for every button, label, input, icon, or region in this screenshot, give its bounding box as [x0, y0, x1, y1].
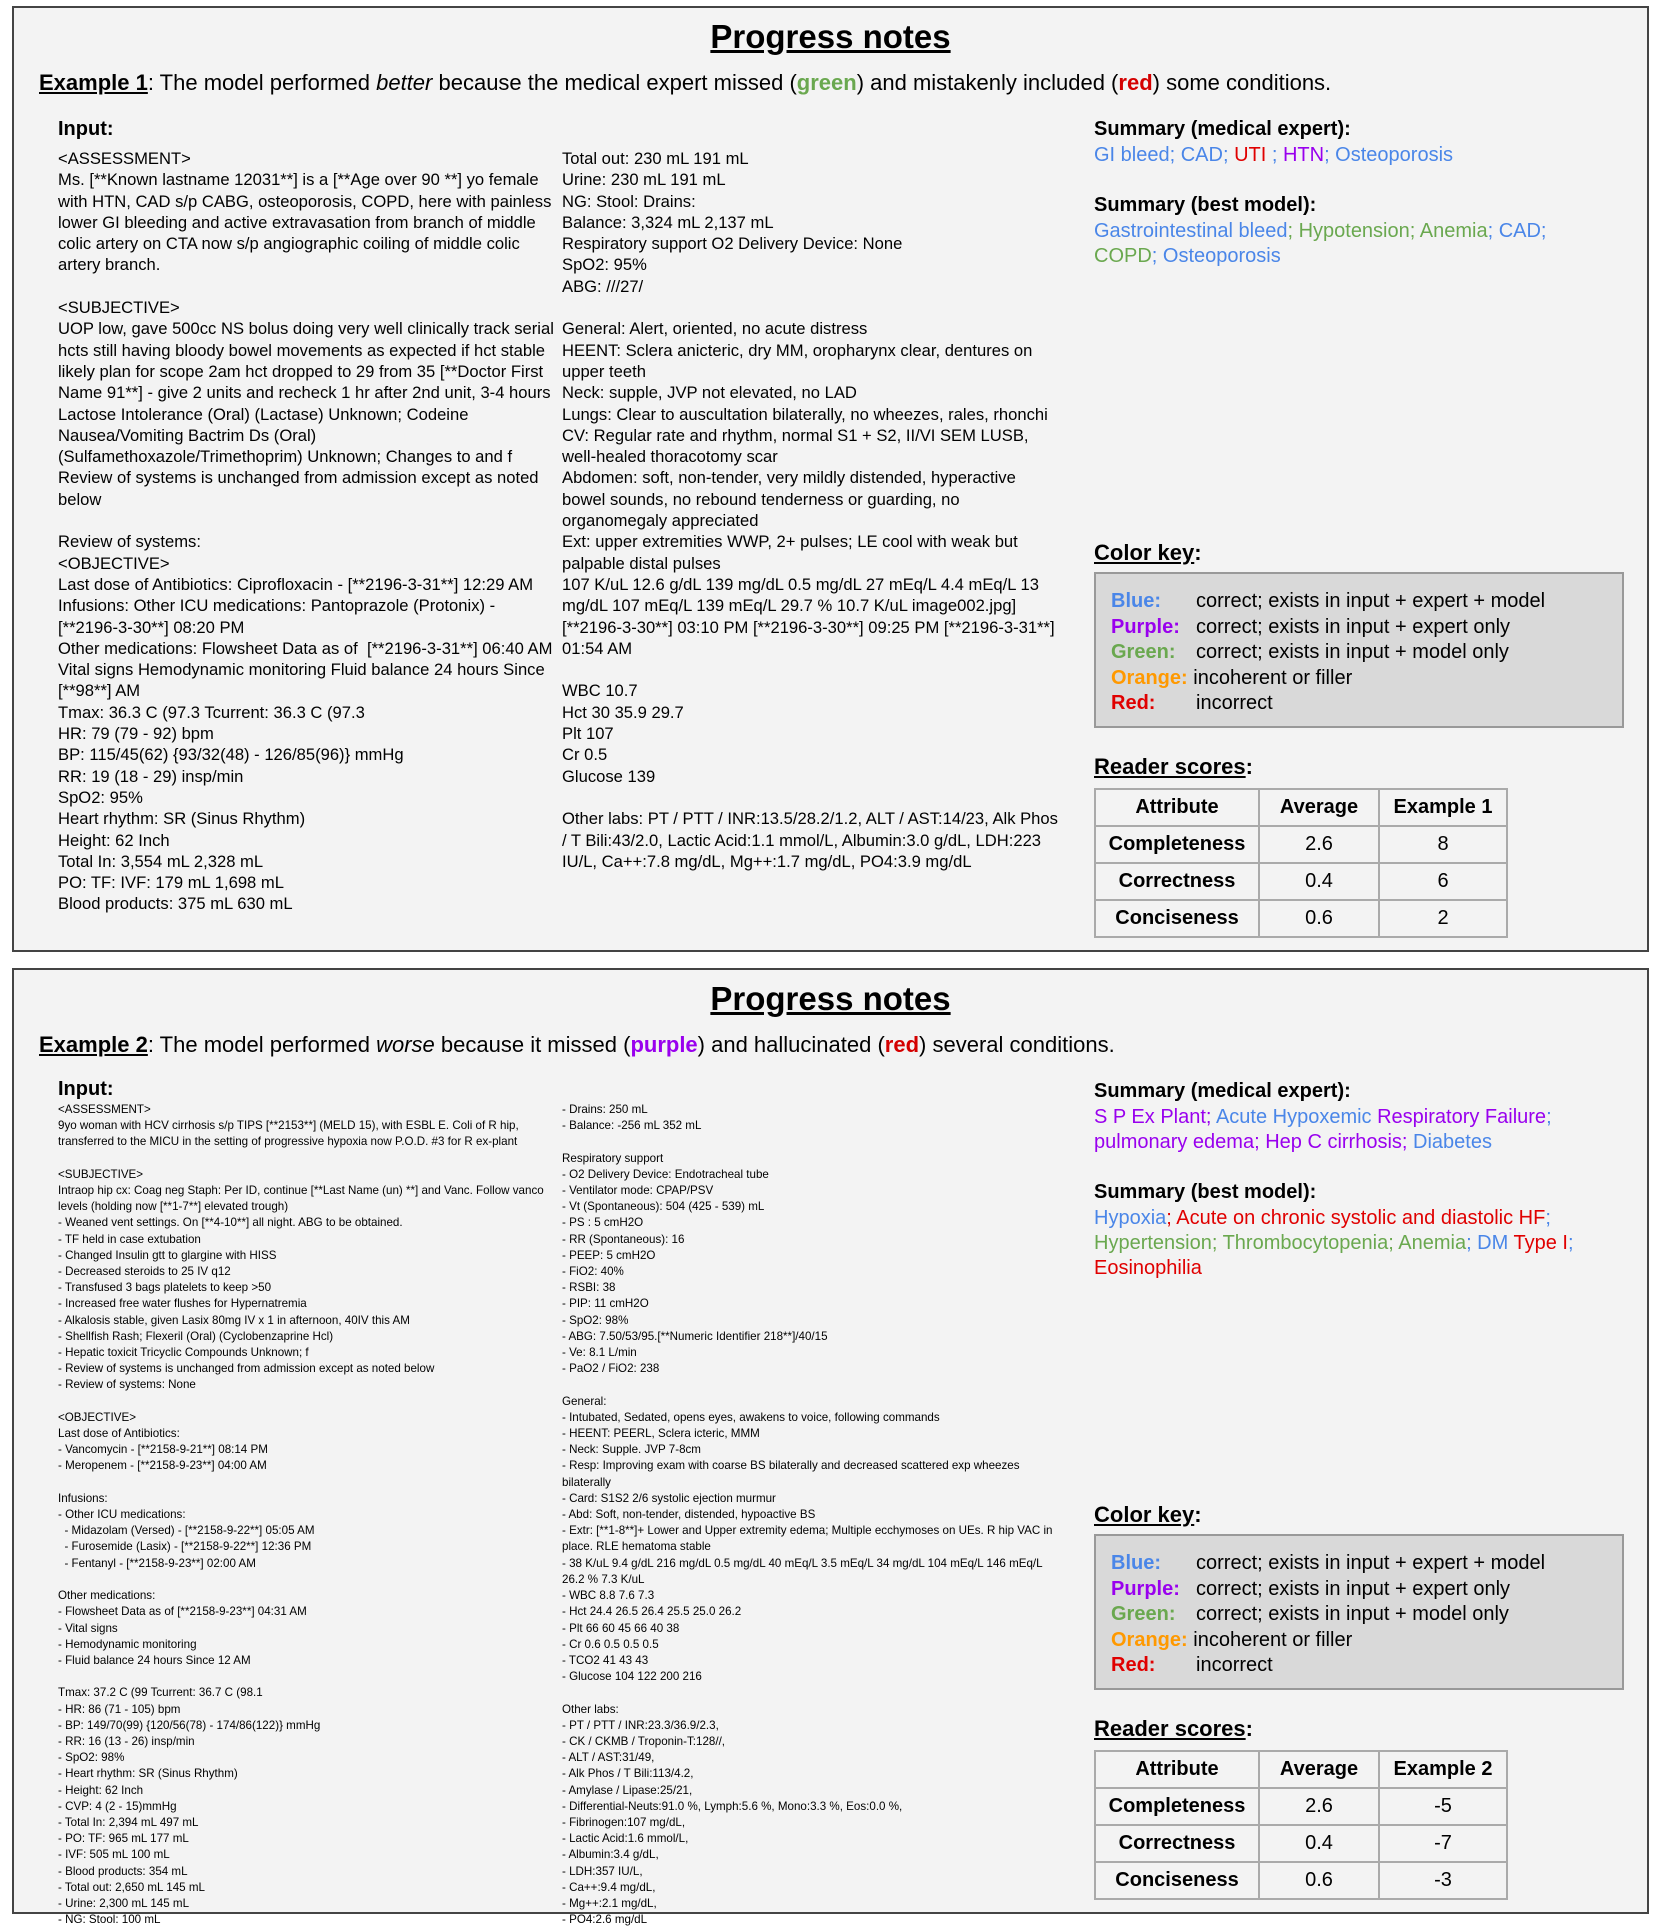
panel-caption: [39, 70, 1331, 96]
color-key-row: [1111, 1653, 1622, 1679]
caption-performance: worse: [376, 1032, 435, 1057]
key-name-text: Purple: [1111, 615, 1174, 638]
summary-model: [1094, 1206, 1614, 1281]
summary-term: Hypoxia: [1094, 1207, 1167, 1229]
table-cell: Conciseness: [1095, 900, 1259, 937]
caption-color-2: red: [884, 1032, 920, 1057]
example-2-panel: [12, 968, 1649, 1927]
key-name: Green:: [1111, 1603, 1176, 1625]
table-row: [1095, 826, 1507, 863]
table-cell: -5: [1379, 1788, 1507, 1825]
caption-text: : The model performed: [147, 70, 377, 95]
key-desc: incorrect: [1196, 1654, 1273, 1676]
table-row: [1095, 1825, 1507, 1862]
caption-example: Example 1: [39, 70, 148, 95]
summary-term: ; Osteoporosis: [1324, 144, 1454, 166]
caption-text: ) and mistakenly included (: [856, 70, 1119, 95]
panel-caption: [39, 1032, 1115, 1058]
input-text-column-1: <ASSESSMENT> 9yo woman with HCV cirrhosis s/p TIPS [**2153**] (MELD 15), with ESBL E. Coli of R hip, transferred to the MICU in the setting of progressive hypoxia now P.O.D. #3 for R ex-plant <SUBJECTIVE> Intraop hip cx: Coag neg Staph: Per ID, continue [**Last Name (un) **] and Vanc. Follow vanco levels (holding now [**1-7**] elevated trough) - Weaned vent settings. On [**4-10**] all night. ABG to be obtained. - TF held in case extubation - Changed Insulin gtt to glargine with HISS - Decreased steroids to 25 IV q12 - Transfused 3 bags platelets to keep >50 - Increased free water flushes for Hypernatremia - Alkalosis stable, given Lasix 80mg IV x 1 in afternoon, 40IV this AM - Shellfish Rash; Flexeril (Oral) (Cyclobenzaprine Hcl) - Hepatic toxicit Tricyclic Compounds Unknown; f - Review of systems is unchanged from admission except as noted below - Review of systems: None <OBJECTIVE> Last dose of Antibiotics: - Vancomycin - [**2158-9-21**] 08:14 PM - Meropenem - [**2158-9-23**] 04:00 AM Infusions: - Other ICU medications: - Midazolam (Versed) - [**2158-9-22**] 05:05 AM - Furosemide (Lasix) - [**2158-9-22**] 12:36 PM - Fentanyl - [**2158-9-23**] 02:00 AM Other medications: - Flowsheet Data as of [**2158-9-23**] 04:31 AM - Vital signs - Hemodynamic monitoring - Fluid balance 24 hours Since 12 AM Tmax: 37.2 C (99 Tcurrent: 36.7 C (98.1 - HR: 86 (71 - 105) bpm - BP: 149/70(99) {120/56(78) - 174/86(122)} mmHg - RR: 16 (13 - 26) insp/min - SpO2: 98% - Heart rhythm: SR (Sinus Rhythm) - Height: 62 Inch - CVP: 4 (2 - 15)mmHg - Total In: 2,394 mL 497 mL - PO: TF: 965 mL 177 mL - IVF: 505 mL 100 mL - Blood products: 354 mL - Total out: 2,650 mL 145 mL - Urine: 2,300 mL 145 mL - NG: Stool: 100 mL: [58, 1103, 544, 1927]
table-header: Attribute: [1095, 789, 1259, 826]
input-label: Input:: [58, 118, 114, 140]
key-name: Green:: [1111, 641, 1176, 663]
color-key-row: [1111, 666, 1622, 692]
summary-term: ; CAD;: [1487, 220, 1547, 242]
key-name-text: Blue: [1111, 590, 1155, 612]
key-name-text: Green: [1111, 1603, 1169, 1625]
summary-term: pulmonary edema; Hep C cirrhosis;: [1094, 1131, 1408, 1153]
table-header: Attribute: [1095, 1751, 1259, 1788]
key-name: Red:: [1111, 1654, 1156, 1676]
caption-color-2: red: [1118, 70, 1153, 95]
color-key-label: Color key:: [1094, 540, 1202, 565]
caption-text: ) some conditions.: [1152, 70, 1332, 95]
panel-title: Progress notes: [710, 18, 951, 55]
panel-title: Progress notes: [710, 980, 951, 1017]
table-cell: 0.4: [1259, 863, 1379, 900]
summary-expert: [1094, 143, 1614, 168]
caption-text: because the medical expert missed (: [432, 70, 797, 95]
table-cell: 2.6: [1259, 1788, 1379, 1825]
key-name: Red:: [1111, 692, 1156, 714]
example-1-panel: [12, 6, 1649, 952]
summary-term: ;: [1545, 1207, 1551, 1229]
color-key-box: [1094, 1534, 1624, 1690]
reader-scores-label: Reader scores:: [1094, 754, 1253, 779]
table-cell: 6: [1379, 863, 1507, 900]
reader-scores-label-text: Reader scores: [1094, 754, 1246, 779]
summary-term: Diabetes: [1407, 1131, 1492, 1153]
summary-term: Hypertension; Thrombocytopenia; Anemia: [1094, 1232, 1467, 1254]
table-row: [1095, 900, 1507, 937]
table-cell: 8: [1379, 826, 1507, 863]
key-name-text: Red: [1111, 1654, 1149, 1676]
summary-term: Acute Hypoxemic: [1211, 1106, 1378, 1128]
color-key-label-text: Color key: [1094, 1502, 1195, 1527]
summary-expert: [1094, 1105, 1614, 1155]
summary-model: [1094, 219, 1614, 269]
key-desc: correct; exists in input + expert + model: [1196, 590, 1546, 612]
key-name: Blue:: [1111, 1552, 1162, 1574]
key-name-text: Blue: [1111, 1552, 1155, 1574]
color-key-row: [1111, 691, 1622, 717]
key-name: Purple:: [1111, 615, 1180, 638]
color-key-box: [1094, 572, 1624, 728]
color-key-row: [1111, 615, 1622, 641]
key-name-text: Orange: [1111, 1628, 1182, 1651]
table-cell: 0.6: [1259, 900, 1379, 937]
key-name-text: Red: [1111, 692, 1149, 714]
key-name-text: Green: [1111, 641, 1169, 663]
summary-expert-label: Summary (medical expert):: [1094, 1080, 1351, 1102]
caption-text: : The model performed: [147, 1032, 377, 1057]
key-desc: correct; exists in input + expert only: [1196, 1577, 1511, 1600]
table-cell: 2.6: [1259, 826, 1379, 863]
table-cell: Correctness: [1095, 863, 1259, 900]
table-cell: Correctness: [1095, 1825, 1259, 1862]
table-header: Example 2: [1379, 1751, 1507, 1788]
summary-term: ;: [1266, 144, 1283, 166]
summary-model-label: Summary (best model):: [1094, 1181, 1317, 1203]
caption-color-1: purple: [630, 1032, 698, 1057]
summary-term: COPD: [1094, 245, 1152, 267]
key-name: Blue:: [1111, 590, 1162, 612]
caption-performance: better: [376, 70, 433, 95]
table-cell: -3: [1379, 1862, 1507, 1899]
table-cell: Conciseness: [1095, 1862, 1259, 1899]
table-cell: -7: [1379, 1825, 1507, 1862]
color-key-row: [1111, 1628, 1622, 1654]
summary-term: S P Ex Plant;: [1094, 1106, 1212, 1128]
key-desc: incorrect: [1196, 692, 1273, 714]
key-desc: incoherent or filler: [1193, 666, 1353, 689]
summary-term: ;: [1546, 1106, 1552, 1128]
table-header-row: [1095, 789, 1507, 826]
table-cell: Completeness: [1095, 826, 1259, 863]
summary-term: Eosinophilia: [1094, 1257, 1202, 1279]
table-header: Average: [1259, 789, 1379, 826]
reader-scores-label-text: Reader scores: [1094, 1716, 1246, 1741]
table-header: Average: [1259, 1751, 1379, 1788]
key-desc: correct; exists in input + model only: [1196, 641, 1509, 663]
color-key-row: [1111, 1602, 1622, 1628]
table-row: [1095, 863, 1507, 900]
table-row: [1095, 1788, 1507, 1825]
summary-term: ; Osteoporosis: [1151, 245, 1281, 267]
caption-text: because it missed (: [434, 1032, 631, 1057]
key-desc: correct; exists in input + expert only: [1196, 615, 1511, 638]
table-cell: 2: [1379, 900, 1507, 937]
key-name: Orange:: [1111, 1628, 1188, 1651]
reader-scores-table: [1094, 1750, 1508, 1900]
summary-term: ;: [1567, 1232, 1574, 1254]
summary-term: ; DM: [1466, 1232, 1514, 1254]
color-key-row: [1111, 1551, 1622, 1577]
caption-text: ) and hallucinated (: [697, 1032, 885, 1057]
reader-scores-table: [1094, 788, 1508, 938]
summary-term: ; Hypotension; Anemia: [1287, 220, 1488, 242]
summary-term: Type I: [1513, 1232, 1568, 1254]
input-text-column-2: Total out: 230 mL 191 mL Urine: 230 mL 191 mL NG: Stool: Drains: Balance: 3,324 mL 2,137 mL Respiratory support O2 Delivery Device: None SpO2: 95% ABG: ///27/ General: Alert, oriented, no acute distress HEENT: Sclera anicteric, dry MM, oropharynx clear, dentures on upper teeth Neck: supple, JVP not elevated, no LAD Lungs: Clear to auscultation bilaterally, no wheezes, rales, rhonchi CV: Regular rate and rhythm, normal S1 + S2, II/VI SEM LUSB, well-healed thoracotomy scar Abdomen: soft, non-tender, very mildly distended, hyperactive bowel sounds, no rebound tenderness or guarding, no organomegaly appreciated Ext: upper extremities WWP, 2+ pulses; LE cool with weak but palpable distal pulses 107 K/uL 12.6 g/dL 139 mg/dL 0.5 mg/dL 27 mEq/L 4.4 mEq/L 13 mg/dL 107 mEq/L 139 mEq/L 29.7 % 10.7 K/uL image002.jpg] [**2196-3-30**] 03:10 PM [**2196-3-30**] 09:25 PM [**2196-3-31**] 01:54 AM WBC 10.7 Hct 30 35.9 29.7 Plt 107 Cr 0.5 Glucose 139 Other labs: PT / PTT / INR:13.5/28.2/1.2, ALT / AST:14/23, Alk Phos / T Bili:43/2.0, Lactic Acid:1.1 mmol/L, Albumin:3.0 g/dL, LDH:223 IU/L, Ca++:7.8 mg/dL, Mg++:1.7 mg/dL, PO4:3.9 mg/dL: [562, 149, 1058, 871]
table-header-row: [1095, 1751, 1507, 1788]
summary-term: UTI: [1234, 144, 1267, 166]
table-cell: Completeness: [1095, 1788, 1259, 1825]
caption-color-1: green: [796, 70, 857, 95]
color-key-row: [1111, 589, 1622, 615]
summary-term: HTN: [1282, 144, 1325, 166]
caption-text: ) several conditions.: [919, 1032, 1115, 1057]
color-key-row: [1111, 640, 1622, 666]
key-name: Orange:: [1111, 666, 1188, 689]
key-name: Purple:: [1111, 1577, 1180, 1600]
key-name-text: Purple: [1111, 1577, 1174, 1600]
summary-term: GI bleed; CAD;: [1094, 144, 1235, 166]
key-name-text: Orange: [1111, 666, 1182, 689]
key-desc: correct; exists in input + expert + model: [1196, 1552, 1546, 1574]
summary-term: Gastrointestinal bleed: [1094, 220, 1288, 242]
color-key-label-text: Color key: [1094, 540, 1195, 565]
summary-expert-label: Summary (medical expert):: [1094, 118, 1351, 140]
table-cell: 0.4: [1259, 1825, 1379, 1862]
input-text-column-2: - Drains: 250 mL - Balance: -256 mL 352 mL Respiratory support - O2 Delivery Device: Endotracheal tube - Ventilator mode: CPAP/PSV - Vt (Spontaneous): 504 (425 - 539) mL - PS : 5 cmH2O - RR (Spontaneous): 16 - PEEP: 5 cmH2O - FiO2: 40% - RSBI: 38 - PIP: 11 cmH2O - SpO2: 98% - ABG: 7.50/53/95.[**Numeric Identifier 218**]/40/15 - Ve: 8.1 L/min - PaO2 / FiO2: 238 General: - Intubated, Sedated, opens eyes, awakens to voice, following commands - HEENT: PEERL, Sclera icteric, MMM - Neck: Supple. JVP 7-8cm - Resp: Improving exam with coarse BS bilaterally and decreased scattered exp wheezes bilaterally - Card: S1S2 2/6 systolic ejection murmur - Abd: Soft, non-tender, distended, hypoactive BS - Extr: [**1-8**]+ Lower and Upper extremity edema; Multiple ecchymoses on UEs. R hip VAC in place. RLE hematoma stable - 38 K/uL 9.4 g/dL 216 mg/dL 0.5 mg/dL 40 mEq/L 3.5 mEq/L 34 mg/dL 104 mEq/L 146 mEq/L 26.2 % 7.3 K/uL - WBC 8.8 7.6 7.3 - Hct 24.4 26.5 26.4 25.5 25.0 26.2 - Plt 66 60 45 66 40 38 - Cr 0.6 0.5 0.5 0.5 - TCO2 41 43 43 - Glucose 104 122 200 216 Other labs: - PT / PTT / INR:23.3/36.9/2.3, - CK / CKMB / Troponin-T:128//, - ALT / AST:31/49, - Alk Phos / T Bili:113/4.2, - Amylase / Lipase:25/21, - Differential-Neuts:91.0 %, Lymph:5.6 %, Mono:3.3 %, Eos:0.0 %, - Fibrinogen:107 mg/dL, - Lactic Acid:1.6 mmol/L, - Albumin:3.4 g/dL, - LDH:357 IU/L, - Ca++:9.4 mg/dL, - Mg++:2.1 mg/dL, - PO4:2.6 mg/dL: [562, 1103, 1053, 1927]
summary-term: ; Acute on chronic systolic and diastolic HF: [1166, 1207, 1546, 1229]
color-key-row: [1111, 1577, 1622, 1603]
caption-example: Example 2: [39, 1032, 148, 1057]
reader-scores-label: Reader scores:: [1094, 1716, 1253, 1741]
table-cell: 0.6: [1259, 1862, 1379, 1899]
input-label: Input:: [58, 1078, 114, 1100]
summary-model-label: Summary (best model):: [1094, 194, 1317, 216]
input-text-column-1: <ASSESSMENT> Ms. [**Known lastname 12031**] is a [**Age over 90 **] yo female with HTN, CAD s/p CABG, osteoporosis, COPD, here with painless lower GI bleeding and active extravasation from branch of middle colic artery on CTA now s/p angiographic coiling of middle colic artery branch. <SUBJECTIVE> UOP low, gave 500cc NS bolus doing very well clinically track serial hcts still having bloody bowel movements as expected if hct stable likely plan for scope 2am hct dropped to 29 from 35 [**Doctor First Name 91**] - give 2 units and recheck 1 hr after 2nd unit, 3-4 hours Lactose Intolerance (Oral) (Lactase) Unknown; Codeine Nausea/Vomiting Bactrim Ds (Oral) (Sulfamethoxazole/Trimethoprim) Unknown; Changes to and f Review of systems is unchanged from admission except as noted below Review of systems: <OBJECTIVE> Last dose of Antibiotics: Ciprofloxacin - [**2196-3-31**] 12:29 AM Infusions: Other ICU medications: Pantoprazole (Protonix) - [**2196-3-30**] 08:20 PM Other medications: Flowsheet Data as of [**2196-3-31**] 06:40 AM Vital signs Hemodynamic monitoring Fluid balance 24 hours Since [**98**] AM Tmax: 36.3 C (97.3 Tcurrent: 36.3 C (97.3 HR: 79 (79 - 92) bpm BP: 115/45(62) {93/32(48) - 126/85(96)} mmHg RR: 19 (18 - 29) insp/min SpO2: 95% Heart rhythm: SR (Sinus Rhythm) Height: 62 Inch Total In: 3,554 mL 2,328 mL PO: TF: IVF: 179 mL 1,698 mL Blood products: 375 mL 630 mL: [58, 149, 554, 914]
key-desc: correct; exists in input + model only: [1196, 1603, 1509, 1625]
table-header: Example 1: [1379, 789, 1507, 826]
color-key-label: Color key:: [1094, 1502, 1202, 1527]
table-row: [1095, 1862, 1507, 1899]
summary-term: Respiratory Failure: [1377, 1106, 1547, 1128]
key-desc: incoherent or filler: [1193, 1628, 1353, 1651]
